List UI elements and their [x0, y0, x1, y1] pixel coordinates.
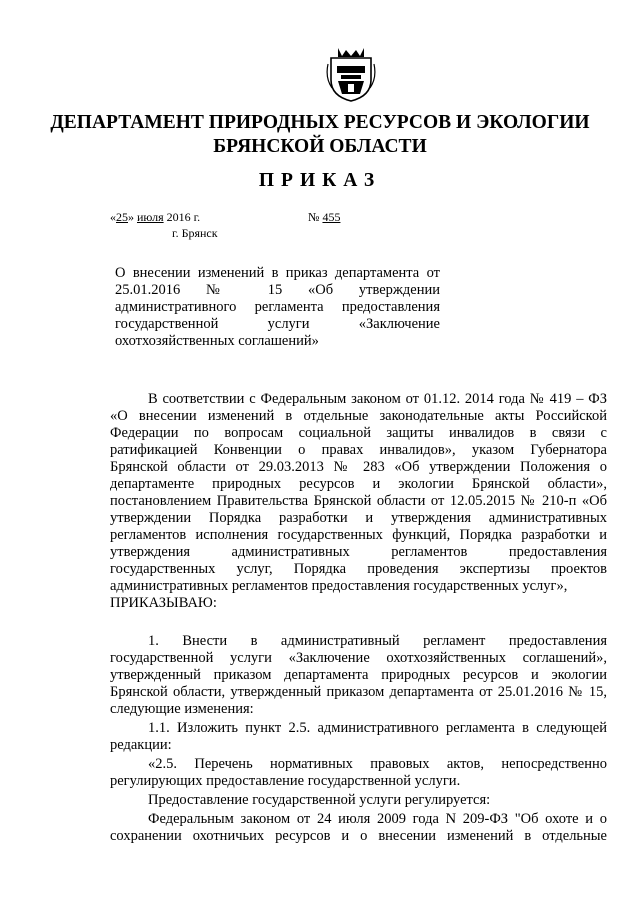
body-line: В соответствии с Федеральным законом от 01.12. 2014 года № 419 – ФЗ — [148, 391, 607, 407]
subject-line: охотхозяйственных соглашений» — [115, 333, 319, 349]
subject-line: административного регламента предоставления — [115, 299, 440, 315]
body-line: Брянской области от 29.03.2013 № 283 «Об утверждении Положения о — [110, 459, 607, 475]
body-line: «О внесении изменений в отдельные законодательные акты Российской — [110, 408, 607, 424]
order-date-month: июля — [137, 210, 164, 224]
body-line: 1.1. Изложить пункт 2.5. административного регламента в следующей — [148, 720, 607, 736]
subject-line: О внесении изменений в приказ департамента от — [115, 265, 440, 281]
body-line: ратификацией Конвенции о правах инвалидов», указом Губернатора — [110, 442, 607, 458]
body-line: следующие изменения: — [110, 701, 254, 717]
body-line: государственных услуг, Порядка проведения экспертизы проектов — [110, 561, 607, 577]
body-line: утверждении Порядка разработки и утверждения административных — [110, 510, 607, 526]
body-line: утверждения административных регламентов предоставления — [110, 544, 607, 560]
body-line: государственной услуги «Заключение охотхозяйственных соглашений», — [110, 650, 607, 666]
order-city: г. Брянск — [172, 226, 218, 240]
body-line: «2.5. Перечень нормативных правовых актов, непосредственно — [148, 756, 607, 772]
body-line: Федеральным законом от 24 июля 2009 года N 209-ФЗ "Об охоте и о — [148, 811, 607, 827]
body-line: регулирующих предоставление государственной услуги. — [110, 773, 461, 789]
body-line: Брянской области, утвержденный приказом департамента от 25.01.2016 № 15, — [110, 684, 607, 700]
body-line: департаменте природных ресурсов и экологии Брянской области», — [110, 476, 607, 492]
body-line: утвержденный приказом департамента природных ресурсов и экологии — [110, 667, 607, 683]
body-line: постановлением Правительства Брянской области от 12.05.2015 № 210-п «Об — [110, 493, 607, 509]
body-line: регламентов исполнения государственных функций, Порядка разработки и — [110, 527, 607, 543]
order-date: «25» июля 2016 г. — [110, 210, 201, 224]
body-line: редакции: — [110, 737, 172, 753]
order-date-day: 25 — [116, 210, 128, 224]
order-title: ПРИКАЗ — [258, 170, 382, 191]
body-line: сохранении охотничьих ресурсов и о внесении изменений в отдельные — [110, 828, 607, 844]
order-number-value: 455 — [322, 210, 341, 224]
body-line: Предоставление государственной услуги регулируется: — [148, 792, 491, 808]
prikazyvayu-heading: ПРИКАЗЫВАЮ: — [110, 595, 217, 611]
coat-of-arms-icon — [326, 44, 376, 102]
subject-line: 25.01.2016 № 15 «Об утверждении — [115, 282, 440, 298]
department-title-line2: БРЯНСКОЙ ОБЛАСТИ — [213, 136, 427, 157]
body-line: 1. Внести в административный регламент предоставления — [148, 633, 607, 649]
subject-line: государственной услуги «Заключение — [115, 316, 440, 332]
order-number: № 455 — [308, 210, 341, 224]
body-line: Федерации по вопросам социальной защиты инвалидов в связи с — [110, 425, 607, 441]
department-title-line1: ДЕПАРТАМЕНТ ПРИРОДНЫХ РЕСУРСОВ И ЭКОЛОГИИ — [50, 112, 590, 133]
body-line: административных регламентов предоставления государственных услуг», — [110, 578, 568, 594]
